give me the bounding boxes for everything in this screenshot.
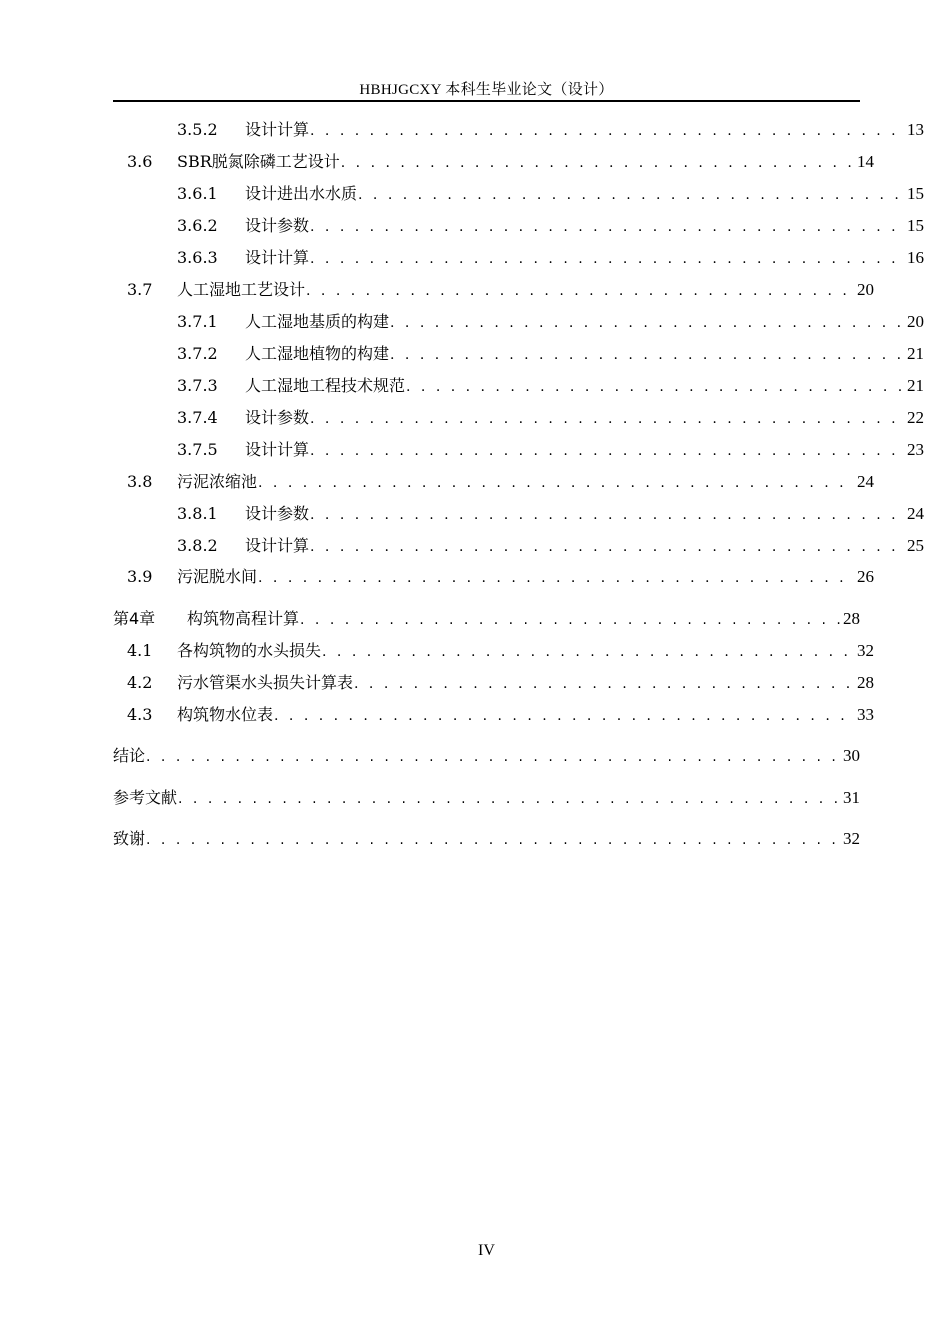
toc-entry[interactable] [113,786,860,810]
toc-entry-number: 3.7 [127,280,153,299]
dot-leader [406,375,905,399]
toc-entry-title: 构筑物高程计算 [187,609,300,628]
running-header: HBHJGCXY 本科生毕业论文（设计） [359,82,614,98]
toc-entry-page: 13 [907,120,924,139]
toc-entry-page: 20 [857,280,874,299]
toc-entry[interactable] [113,310,924,334]
toc-entry-number: 3.9 [127,567,153,586]
toc-entry-number: 第4章 [113,609,156,628]
toc-entry-title: 污水管渠水头损失计算表 [177,673,354,692]
toc-entry-page: 32 [857,641,874,660]
toc-entry-number: 4.3 [127,705,153,724]
toc-entry-page: 15 [907,216,924,235]
toc-entry-title: 设计计算 [245,248,310,267]
dot-leader [146,828,841,852]
toc-entry[interactable] [113,639,874,663]
dot-leader [178,787,841,811]
toc-entry[interactable] [113,607,860,631]
toc-entry-number: 3.6.1 [177,184,218,203]
toc-entry-title: 各构筑物的水头损失 [177,641,322,660]
toc-entry-page: 32 [843,829,860,848]
header-rule [113,100,860,102]
toc-entry-title: 人工湿地植物的构建 [245,344,390,363]
toc-entry[interactable] [113,374,924,398]
toc-entry[interactable] [113,565,874,589]
dot-leader [310,215,905,239]
toc-entry[interactable] [113,502,924,526]
toc-entry-number: 4.1 [127,641,153,660]
dot-leader [322,640,855,664]
toc-entry-number: 3.7.4 [177,408,218,427]
toc-entry-page: 28 [857,673,874,692]
toc-entry-title: 设计参数 [245,408,310,427]
toc-entry-page: 22 [907,408,924,427]
toc-entry[interactable] [113,150,874,174]
dot-leader [358,183,905,207]
toc-entry[interactable] [113,827,860,851]
toc-entry-title: 参考文献 [113,788,178,807]
toc-entry[interactable] [113,342,924,366]
toc-entry-page: 14 [857,152,874,171]
dot-leader [390,343,905,367]
dot-leader [310,119,905,143]
toc-entry-page: 16 [907,248,924,267]
toc-entry-title: 人工湿地基质的构建 [245,312,390,331]
dot-leader [258,471,855,495]
toc-entry-number: 3.6.3 [177,248,218,267]
toc-entry-page: 24 [857,472,874,491]
toc-entry-title: 设计参数 [245,216,310,235]
toc-entry-title: 构筑物水位表 [177,705,274,724]
toc-entry-number: 3.8.2 [177,536,218,555]
toc-entry-page: 25 [907,536,924,555]
toc-entry-page: 24 [907,504,924,523]
toc-entry-page: 15 [907,184,924,203]
toc-entry[interactable] [113,278,874,302]
toc-entry[interactable] [113,246,924,270]
toc-entry-title: 设计进出水水质 [245,184,358,203]
toc-entry[interactable] [113,470,874,494]
toc-entry-page: 31 [843,788,860,807]
toc-entry-title: 致谢 [113,829,146,848]
toc-entry-title: 污泥浓缩池 [177,472,258,491]
toc-entry-number: 4.2 [127,673,153,692]
toc-entry-title: 结论 [113,746,146,765]
toc-entry-number: 3.5.2 [177,120,218,139]
toc-entry-number: 3.7.1 [177,312,218,331]
toc-entry-number: 3.8 [127,472,153,491]
dot-leader [390,311,905,335]
toc-entry-page: 30 [843,746,860,765]
dot-leader [354,672,855,696]
toc-entry[interactable] [113,406,924,430]
dot-leader [310,247,905,271]
toc-entry-number: 3.8.1 [177,504,218,523]
toc-entry-page: 21 [907,344,924,363]
toc-entry[interactable] [113,744,860,768]
toc-entry[interactable] [113,671,874,695]
toc-entry-page: 20 [907,312,924,331]
toc-entry[interactable] [113,118,924,142]
toc-entry[interactable] [113,214,924,238]
toc-entry-page: 26 [857,567,874,586]
dot-leader [310,439,905,463]
dot-leader [306,279,855,303]
toc-entry-page: 23 [907,440,924,459]
toc-entry-number: 3.6.2 [177,216,218,235]
dot-leader [310,535,905,559]
toc-entry[interactable] [113,182,924,206]
toc-entry-number: 3.6 [127,152,153,171]
toc-entry-page: 33 [857,705,874,724]
toc-entry-title: 设计参数 [245,504,310,523]
toc-entry-title: 人工湿地工艺设计 [177,280,306,299]
dot-leader [341,151,855,175]
toc-entry-page: 28 [843,609,860,628]
toc-entry-title: 设计计算 [245,120,310,139]
toc-entry[interactable] [113,703,874,727]
toc-entry-title: SBR脱氮除磷工艺设计 [177,152,340,171]
toc-entry-title: 污泥脱水间 [177,567,258,586]
dot-leader [310,407,905,431]
toc-entry-number: 3.7.5 [177,440,218,459]
toc-entry-number: 3.7.3 [177,376,218,395]
toc-entry-number: 3.7.2 [177,344,218,363]
page-number: IV [478,1242,495,1259]
toc-entry[interactable] [113,438,924,462]
dot-leader [146,745,841,769]
dot-leader [274,704,855,728]
toc-entry-title: 人工湿地工程技术规范 [245,376,406,395]
toc-entry[interactable] [113,534,924,558]
toc-entry-title: 设计计算 [245,440,310,459]
dot-leader [258,566,855,590]
dot-leader [310,503,905,527]
dot-leader [300,608,841,632]
toc-entry-title: 设计计算 [245,536,310,555]
toc-entry-page: 21 [907,376,924,395]
